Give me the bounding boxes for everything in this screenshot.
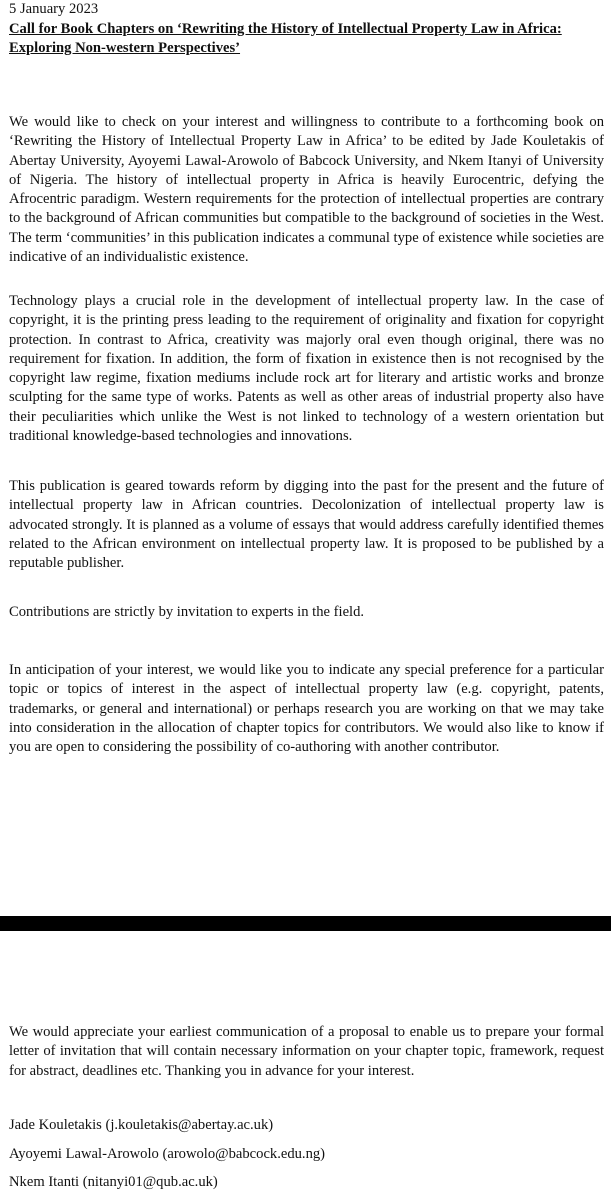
- paragraph-intro: We would like to check on your interest and willingness to contribute to a forthcoming book on ‘Rewriting the History of Intellectual Property Law in Africa’ to be edited by Jade Kouletakis of Abertay University, Ayoyemi Lawal-Arowolo of Babcock University, and Nkem Itanyi of University of Nigeria. The history of intellectual property in Africa is heavily Eurocentric, defying the Afrocentric paradigm. Western requirements for the protection of intellectual properties are contrary to the background of African communities but compatible to the background of societies in the West. The term ‘communities’ in this publication indicates a communal type of existence while societies are indicative of an individualistic existence.: [9, 114, 604, 266]
- paragraph-preferences: In anticipation of your interest, we would like you to indicate any special preference for a particular topic or topics of interest in the aspect of intellectual property law (e.g. copyright, patents, trademarks, or general and international) or perhaps research you are working on that we may take into consideration in the allocation of chapter topics for contributors. We would also like to know if you are open to considering the possibility of co-authoring with another contributor.: [9, 662, 604, 756]
- document-title: Call for Book Chapters on ‘Rewriting the History of Intellectual Property Law in Africa: Exploring Non-western Perspectives’: [9, 21, 562, 57]
- paragraph-technology: Technology plays a crucial role in the development of intellectual property law. In the case of copyright, it is the printing press leading to the requirement of originality and fixation for copyright protection. In contrast to Africa, creativity was majorly oral even though original, there was no requirement for fixation. In addition, the form of fixation in existence then is not recognised by the copyright law regime, fixation mediums include rock art for literary and artistic works and bronze sculpting for the same type of works. Patents as well as other areas of industrial property also have their peculiarities which unlike the West is not linked to technology of a western orientation but traditional knowledge-based technologies and innovations.: [9, 293, 604, 445]
- paragraph-invitation-only: Contributions are strictly by invitation to experts in the field.: [9, 604, 365, 620]
- paragraph-reform: This publication is geared towards reform by digging into the past for the present and the future of intellectual property law in African countries. Decolonization of intellectual property law is advocated strongly. It is planned as a volume of essays that would address carefully identified themes related to the African environment on intellectual property law. It is proposed to be published by a reputable publisher.: [9, 478, 604, 572]
- page-break-bar: [0, 916, 611, 931]
- document-date: 5 January 2023: [9, 1, 99, 17]
- contact-jade-kouletakis: Jade Kouletakis (j.kouletakis@abertay.ac.uk): [9, 1117, 274, 1133]
- contact-ayoyemi-lawal-arowolo: Ayoyemi Lawal-Arowolo (arowolo@babcock.edu.ng): [9, 1146, 326, 1162]
- contact-nkem-itanti: Nkem Itanti (nitanyi01@qub.ac.uk): [9, 1174, 218, 1190]
- paragraph-closing: We would appreciate your earliest communication of a proposal to enable us to prepare your formal letter of invitation that will contain necessary information on your chapter topic, framework, request for abstract, deadlines etc. Thanking you in advance for your interest.: [9, 1024, 604, 1079]
